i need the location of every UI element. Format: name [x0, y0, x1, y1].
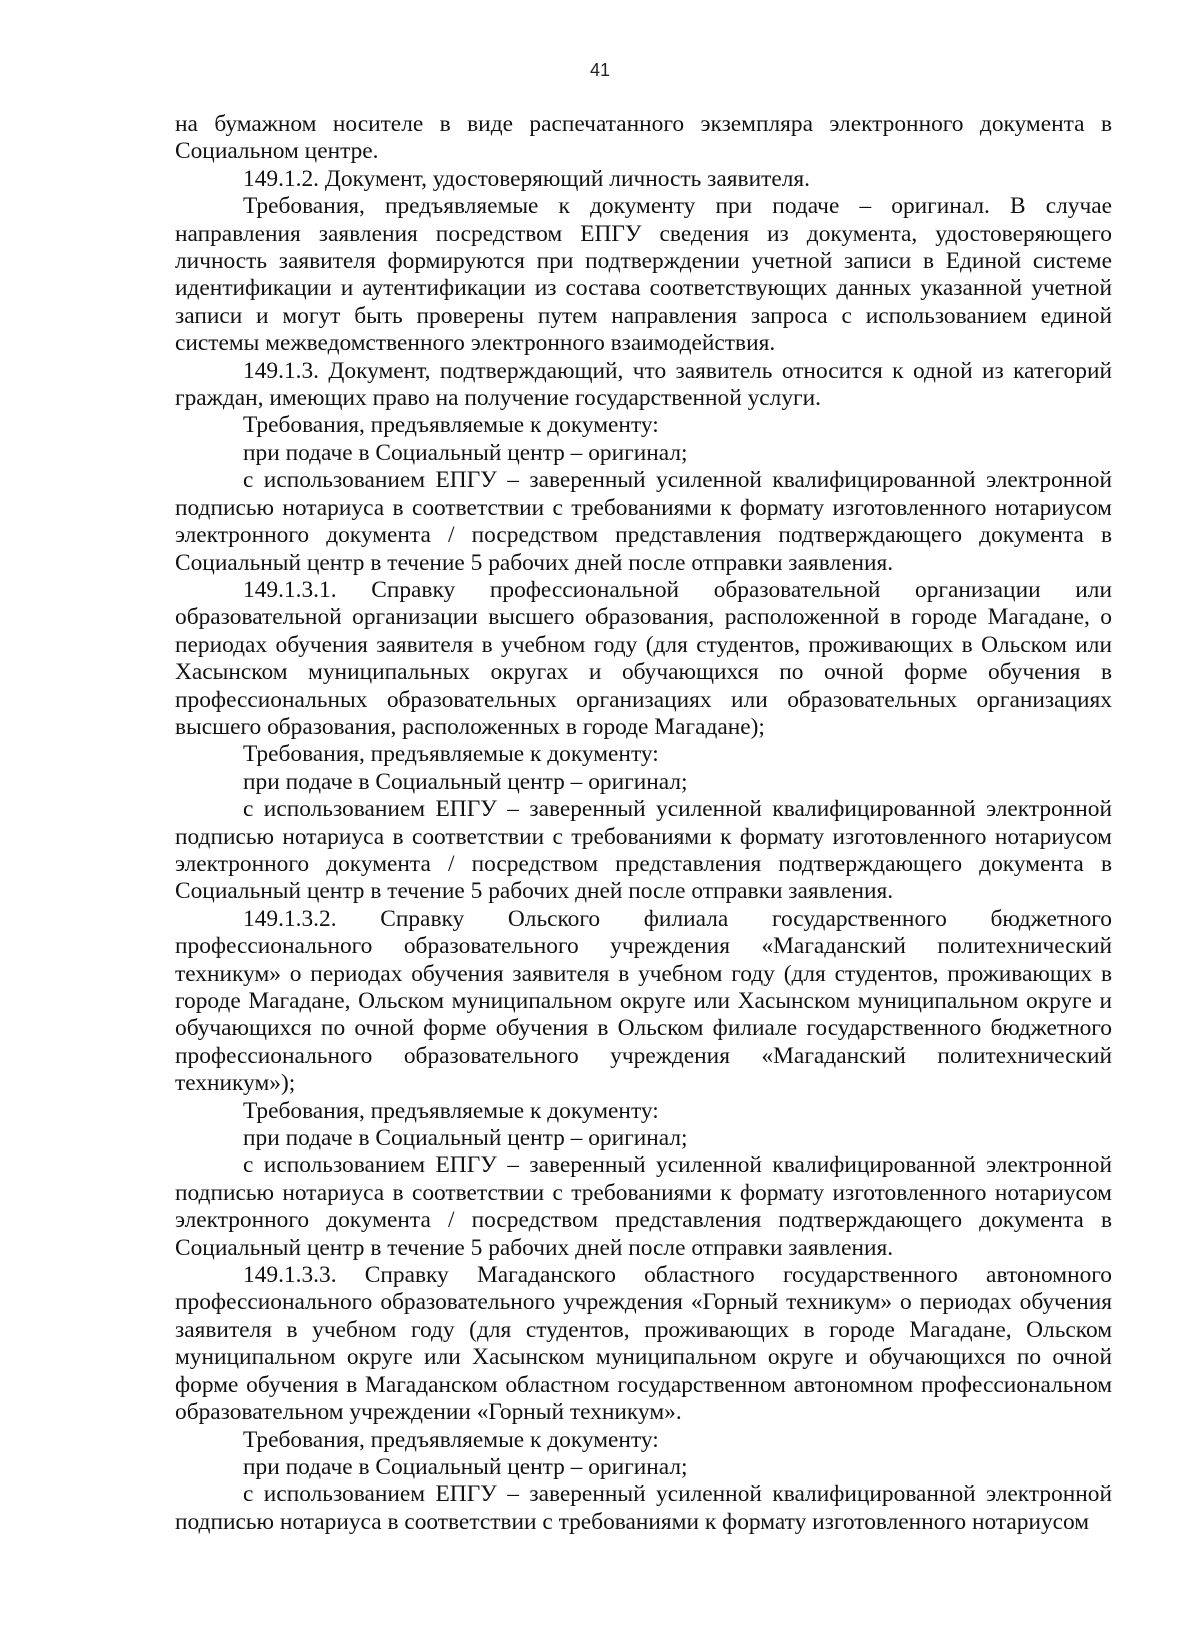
paragraph-epgu: с использованием ЕПГУ – заверенный усиленной квалифицированной электронной подписью нотариуса в соответствии с требованиями к формату изготовленного нотариусом электронного документа / посредством представления подтверждающего документа в Социальный центр в течение 5 рабочих дней после отправки заявления. [175, 467, 1112, 576]
paragraph-item-149-1-2: 149.1.2. Документ, удостоверяющий личность заявителя. [243, 165, 810, 192]
paragraph-requirements-heading: Требования, предъявляемые к документу: [243, 1097, 659, 1124]
paragraph-requirements-heading: Требования, предъявляемые к документу: [243, 741, 659, 768]
paragraph-item-149-1-3: 149.1.3. Документ, подтверждающий, что заявитель относится к одной из категорий граждан, имеющих право на получение государственной услуги. [175, 357, 1112, 412]
paragraph-original: при подаче в Социальный центр – оригинал; [243, 1125, 688, 1152]
paragraph-epgu: с использованием ЕПГУ – заверенный усиленной квалифицированной электронной подписью нотариуса в соответствии с требованиями к формату изготовленного нотариусом электронного документа / посредством представления подтверждающего документа в Социальный центр в течение 5 рабочих дней после отправки заявления. [175, 1152, 1112, 1261]
paragraph-continuation: на бумажном носителе в виде распечатанного экземпляра электронного документа в Социальном центре. [175, 111, 1112, 165]
paragraph-requirements-heading: Требования, предъявляемые к документу: [243, 412, 659, 439]
paragraph-item-149-1-3-1: 149.1.3.1. Справку профессиональной образовательной организации или образовательной организации высшего образования, расположенной в городе Магадане, о периодах обучения заявителя в учебном году (для студентов, проживающих в Ольском или Хасынском муниципальных округах и обучающихся по очной форме обучения в профессиональных образовательных организациях или образовательных организациях высшего образования, расположенных в городе Магадане); [175, 576, 1112, 740]
paragraph-original: при подаче в Социальный центр – оригинал; [243, 439, 688, 466]
paragraph-epgu: с использованием ЕПГУ – заверенный усиленной квалифицированной электронной подписью нотариуса в соответствии с требованиями к формату изготовленного нотариусом [175, 1481, 1112, 1535]
page-number: 41 [589, 60, 611, 80]
paragraph-requirements: Требования, предъявляемые к документу при подаче – оригинал. В случае направления заявления посредством ЕПГУ сведения из документа, удостоверяющего личность заявителя формируются при подтверждении учетной записи в Единой системе идентификации и аутентификации из состава соответствующих данных указанной учетной записи и могут быть проверены путем направления запроса с использованием единой системы межведомственного электронного взаимодействия. [175, 193, 1112, 357]
paragraph-requirements-heading: Требования, предъявляемые к документу: [243, 1426, 659, 1453]
paragraph-original: при подаче в Социальный центр – оригинал; [243, 768, 688, 795]
document-body [175, 111, 1112, 1536]
paragraph-original: при подаче в Социальный центр – оригинал; [243, 1453, 688, 1480]
paragraph-item-149-1-3-3: 149.1.3.3. Справку Магаданского областного государственного автономного профессионального образовательного учреждения «Горный техникум» о периодах обучения заявителя в учебном году (для студентов, проживающих в городе Магадане, Ольском муниципальном округе или Хасынском муниципальном округе и обучающихся по очной форме обучения в Магаданском областном государственном автономном профессиональном образовательном учреждении «Горный техникум». [175, 1262, 1112, 1426]
paragraph-item-149-1-3-2: 149.1.3.2. Справку Ольского филиала государственного бюджетного профессионального образовательного учреждения «Магаданский политехнический техникум» о периодах обучения заявителя в учебном году (для студентов, проживающих в городе Магадане, Ольском муниципальном округе или Хасынском муниципальном округе и обучающихся по очной форме обучения в Ольском филиале государственного бюджетного профессионального образовательного учреждения «Магаданский политехнический техникум»); [175, 905, 1112, 1097]
paragraph-epgu: с использованием ЕПГУ – заверенный усиленной квалифицированной электронной подписью нотариуса в соответствии с требованиями к формату изготовленного нотариусом электронного документа / посредством представления подтверждающего документа в Социальный центр в течение 5 рабочих дней после отправки заявления. [175, 796, 1112, 905]
